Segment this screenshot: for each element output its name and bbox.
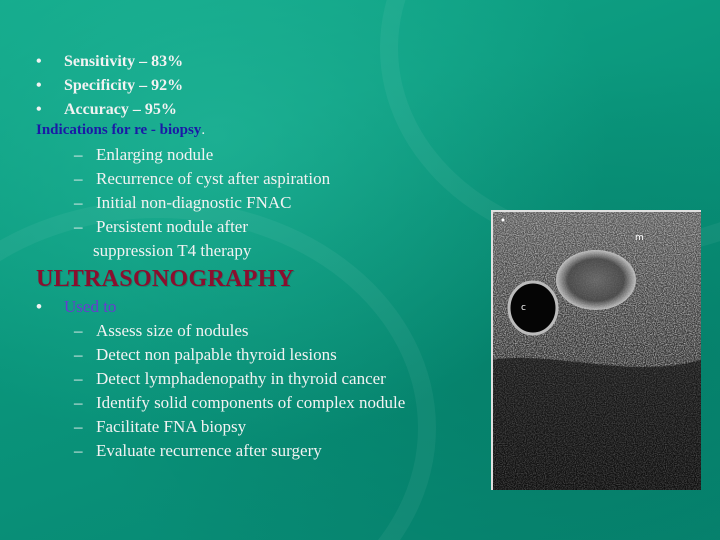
stat-row-sensitivity (36, 50, 183, 74)
dash: – (74, 321, 83, 340)
use-item (74, 343, 337, 367)
dash: – (74, 369, 83, 388)
scan-border-top (491, 210, 701, 212)
stat-row-specificity (36, 74, 183, 98)
label-c: c (521, 303, 526, 313)
indication-continuation: suppression T4 therapy (93, 241, 252, 260)
dash: – (74, 217, 83, 236)
bullet: • (36, 53, 42, 70)
bullet: • (36, 297, 42, 316)
thyroid-nodule (556, 250, 636, 310)
carotid-artery (509, 282, 557, 334)
indication-item (74, 215, 248, 239)
dash: – (74, 345, 83, 364)
indications-heading (36, 122, 205, 139)
indication-text: Persistent nodule after (96, 217, 249, 236)
stat-row-accuracy (36, 98, 177, 122)
stat-text: Accuracy – 95% (64, 101, 177, 118)
use-text: Facilitate FNA biopsy (96, 417, 247, 436)
dash: – (74, 393, 83, 412)
ultrasound-image (491, 210, 701, 490)
use-item (74, 319, 249, 343)
label-m: m (635, 233, 644, 243)
scan-border-left (491, 210, 493, 490)
used-to-row (36, 295, 116, 319)
indications-label: Indications for re - biopsy (36, 122, 202, 138)
dash: – (74, 145, 83, 164)
bullet: • (36, 101, 42, 118)
dash: – (74, 441, 83, 460)
indication-text: Enlarging nodule (96, 145, 214, 164)
stat-text: Specificity – 92% (64, 77, 184, 94)
use-text: Evaluate recurrence after surgery (96, 441, 322, 460)
use-text: Assess size of nodules (96, 321, 249, 340)
stat-text: Sensitivity – 83% (64, 53, 184, 70)
indication-item (74, 191, 291, 215)
use-item (74, 391, 405, 415)
used-to-label: Used to (64, 297, 117, 316)
use-text: Detect lymphadenopathy in thyroid cancer (96, 369, 386, 388)
indication-item (74, 143, 213, 167)
dash: – (74, 417, 83, 436)
scan-marker (502, 219, 505, 222)
dash: – (74, 169, 83, 188)
use-item (74, 415, 246, 439)
dash: – (74, 193, 83, 212)
scan-deep-tissue (491, 358, 701, 490)
indication-text: Initial non-diagnostic FNAC (96, 193, 292, 212)
bullet: • (36, 77, 42, 94)
use-item (74, 439, 322, 463)
ultrasonography-heading: ULTRASONOGRAPHY (36, 266, 295, 292)
indication-text: Recurrence of cyst after aspiration (96, 169, 331, 188)
use-item (74, 367, 386, 391)
use-text: Detect non palpable thyroid lesions (96, 345, 337, 364)
indication-item (74, 167, 330, 191)
use-text: Identify solid components of complex nodule (96, 393, 406, 412)
ultrasound-scan (491, 210, 701, 490)
indications-punct: . (201, 122, 206, 138)
